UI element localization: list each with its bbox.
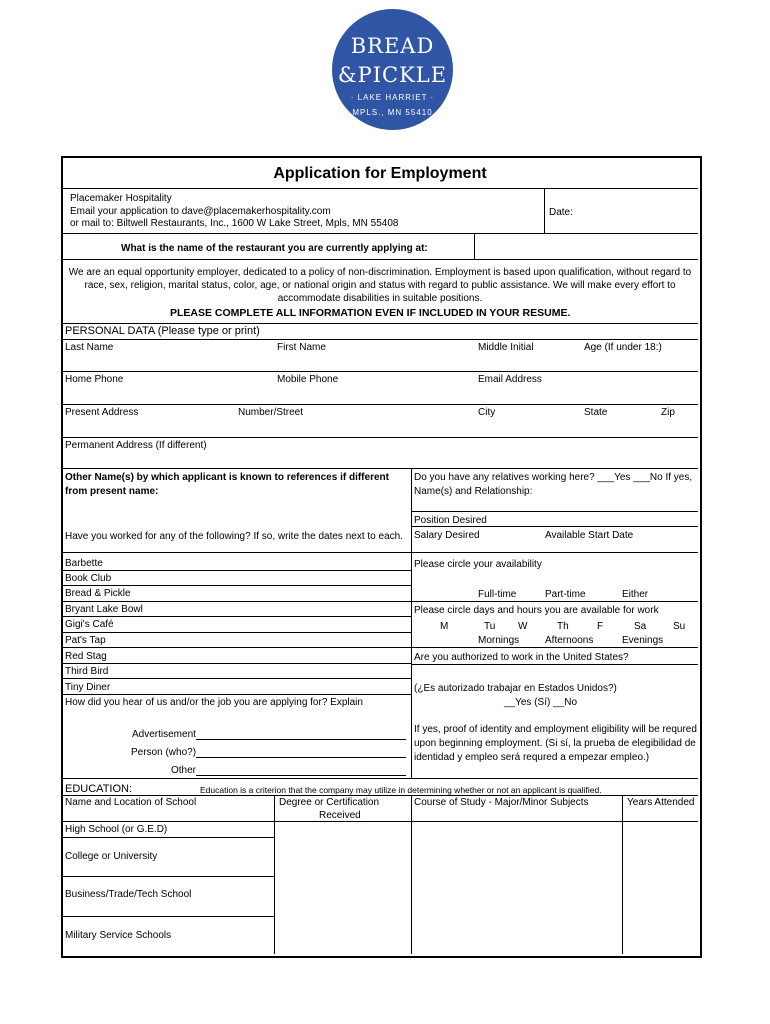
authorized-question: Are you authorized to work in the United States? bbox=[414, 652, 629, 663]
education-row-military: Military Service Schools bbox=[65, 930, 172, 941]
logo-line-1: BREAD bbox=[350, 34, 435, 58]
advertisement-label: Advertisement bbox=[132, 729, 196, 740]
day-sunday[interactable]: Su bbox=[673, 621, 686, 632]
day-tuesday[interactable]: Tu bbox=[484, 621, 496, 632]
restaurant-item: Tiny Diner bbox=[65, 682, 111, 693]
days-label: Please circle days and hours you are available for work bbox=[414, 605, 659, 616]
proof-line-2: upon beginning employment. (Si sí, la prueba de elegibilidad de bbox=[414, 738, 696, 749]
position-desired-label: Position Desired bbox=[414, 515, 487, 526]
home-phone-label: Home Phone bbox=[65, 374, 124, 385]
page-title: Application for Employment bbox=[273, 165, 487, 182]
restaurant-item: Bread & Pickle bbox=[65, 588, 131, 599]
availability-part-time[interactable]: Part-time bbox=[545, 589, 586, 600]
logo-line-4: MPLS., MN 55410 bbox=[352, 108, 433, 117]
day-saturday[interactable]: Sa bbox=[634, 621, 647, 632]
education-col-years: Years Attended bbox=[627, 797, 695, 808]
hours-afternoons[interactable]: Afternoons bbox=[545, 635, 594, 646]
education-note: Education is a criterion that the company may utilize in determining whether or not an applicant is qualified. bbox=[200, 785, 602, 795]
education-col-course: Course of Study - Major/Minor Subjects bbox=[414, 797, 589, 808]
education-col-degree-2: Received bbox=[319, 810, 361, 821]
advertisement-field[interactable] bbox=[196, 739, 406, 740]
education-col-school: Name and Location of School bbox=[65, 797, 197, 808]
day-friday[interactable]: F bbox=[597, 621, 604, 632]
other-names-label-2: from present name: bbox=[65, 486, 159, 497]
age-label: Age (If under 18:) bbox=[584, 342, 662, 353]
restaurant-item: Book Club bbox=[65, 573, 112, 584]
education-col-degree: Degree or Certification bbox=[279, 797, 380, 808]
availability-label: Please circle your availability bbox=[414, 559, 542, 570]
last-name-label: Last Name bbox=[65, 342, 114, 353]
start-date-label: Available Start Date bbox=[545, 530, 634, 541]
permanent-address-label: Permanent Address (If different) bbox=[65, 440, 207, 451]
day-monday[interactable]: M bbox=[440, 621, 449, 632]
relatives-label-1: Do you have any relatives working here? ___Yes ___No If yes, bbox=[414, 472, 693, 483]
employer-mail: or mail to: Biltwell Restaurants, Inc., 1600 W Lake Street, Mpls, MN 55408 bbox=[70, 218, 399, 229]
education-row-trade: Business/Trade/Tech School bbox=[65, 889, 192, 900]
complete-notice: PLEASE COMPLETE ALL INFORMATION EVEN IF INCLUDED IN YOUR RESUME. bbox=[170, 307, 571, 319]
restaurant-item: Third Bird bbox=[65, 666, 109, 677]
restaurant-item: Barbette bbox=[65, 558, 103, 569]
present-address-field[interactable] bbox=[63, 419, 698, 436]
mobile-phone-label: Mobile Phone bbox=[277, 374, 339, 385]
education-row-high-school: High School (or G.E.D) bbox=[65, 824, 168, 835]
proof-line-3: identidad y empleo será requred a empezar empleo.) bbox=[414, 752, 650, 763]
present-address-label: Present Address bbox=[65, 407, 139, 418]
permanent-address-field[interactable] bbox=[63, 452, 698, 467]
other-label: Other bbox=[171, 765, 197, 776]
restaurant-field[interactable] bbox=[476, 235, 696, 257]
hours-mornings[interactable]: Mornings bbox=[478, 635, 520, 646]
day-thursday[interactable]: Th bbox=[557, 621, 569, 632]
availability-full-time[interactable]: Full-time bbox=[478, 589, 517, 600]
restaurant-item: Gigi's Café bbox=[65, 619, 114, 630]
restaurant-item: Pat's Tap bbox=[65, 635, 106, 646]
education-header: EDUCATION: bbox=[65, 783, 133, 795]
state-label: State bbox=[584, 407, 608, 418]
authorized-question-es: (¿Es autorizado trabajar en Estados Unidos?) bbox=[414, 683, 617, 694]
date-label: Date: bbox=[549, 207, 573, 218]
logo-line-3: · LAKE HARRIET · bbox=[350, 93, 435, 102]
personal-data-header: PERSONAL DATA (Please type or print) bbox=[65, 325, 260, 337]
employer-email: Email your application to dave@placemakerhospitality.com bbox=[70, 206, 331, 217]
other-field[interactable] bbox=[196, 775, 406, 776]
number-street-label: Number/Street bbox=[238, 407, 304, 418]
first-name-label: First Name bbox=[277, 342, 326, 353]
name-field[interactable] bbox=[63, 354, 698, 370]
proof-line-1: If yes, proof of identity and employment eligibility will be requred bbox=[414, 724, 697, 735]
restaurant-question: What is the name of the restaurant you are currently applying at: bbox=[121, 243, 428, 254]
restaurant-item: Bryant Lake Bowl bbox=[65, 604, 143, 615]
zip-label: Zip bbox=[661, 407, 675, 418]
heard-question: How did you hear of us and/or the job you are applying for? Explain bbox=[65, 697, 363, 708]
hours-evenings[interactable]: Evenings bbox=[622, 635, 664, 646]
person-field[interactable] bbox=[196, 757, 406, 758]
employer-name: Placemaker Hospitality bbox=[70, 193, 172, 204]
middle-initial-label: Middle Initial bbox=[478, 342, 534, 353]
education-row-college: College or University bbox=[65, 851, 158, 862]
day-wednesday[interactable]: W bbox=[518, 621, 528, 632]
authorized-yes-no[interactable]: __Yes (Sí) __No bbox=[504, 697, 578, 708]
availability-either[interactable]: Either bbox=[622, 589, 649, 600]
equal-opportunity-statement: We are an equal opportunity employer, dedicated to a policy of non-discrimination. Employment is based upon qualification, without regard to race, sex, religion, marital status, color, age, or national origin and status with regard to public assistance. We will make every effort to accommodate disabilities in suitable positions. bbox=[68, 267, 692, 304]
city-label: City bbox=[478, 407, 496, 418]
bread-and-pickle-logo bbox=[332, 9, 453, 130]
person-label: Person (who?) bbox=[131, 747, 197, 758]
email-label: Email Address bbox=[478, 374, 542, 385]
worked-question: Have you worked for any of the following? If so, write the dates next to each. bbox=[65, 531, 403, 542]
date-field[interactable] bbox=[580, 200, 690, 220]
other-names-label-1: Other Name(s) by which applicant is known to references if different bbox=[65, 472, 389, 483]
logo-line-2: &PICKLE bbox=[337, 63, 448, 87]
restaurant-item: Red Stag bbox=[65, 651, 107, 662]
phone-email-field[interactable] bbox=[63, 386, 698, 403]
relatives-label-2: Name(s) and Relationship: bbox=[414, 486, 533, 497]
salary-desired-label: Salary Desired bbox=[414, 530, 480, 541]
